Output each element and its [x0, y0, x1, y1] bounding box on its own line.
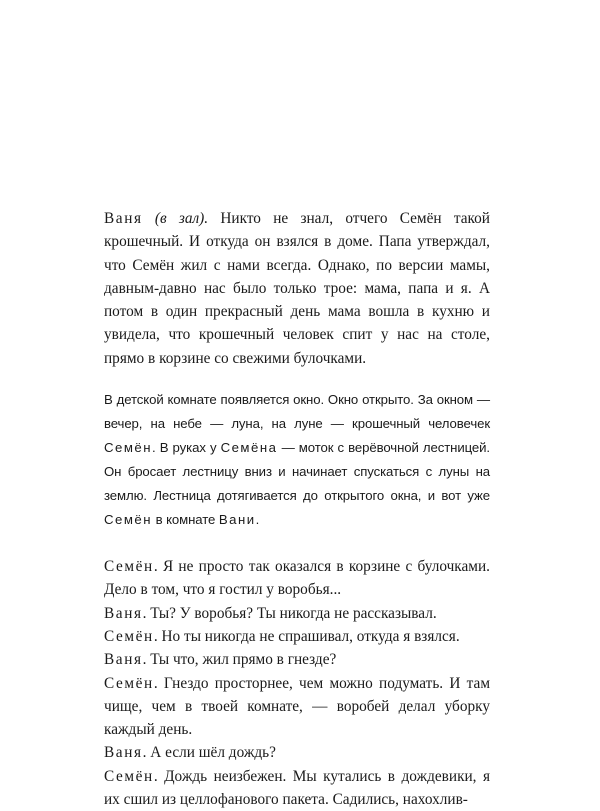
stage-direction [104, 388, 490, 532]
character-name: Семён [104, 440, 153, 456]
character-name: Семёна [220, 440, 278, 456]
speaker-name: Ваня [104, 651, 143, 669]
stage-text: . В руках у [152, 440, 217, 456]
speaker-name: Семён [104, 558, 154, 576]
character-name: Вани [218, 512, 256, 528]
stage-text: В детской комнате появляется окно. Окно открыто. За окном — вечер, на небе — луна, на луне — крошечный человечек [104, 392, 490, 432]
speaker-name: Ваня [104, 744, 143, 762]
replica-text: Ты? У воробья? Ты никогда не рассказывал. [150, 604, 437, 622]
replica: Семён. Но ты никогда не спрашивал, откуда я взялся. [104, 627, 460, 645]
stage-text: . [255, 512, 260, 528]
replica: Ваня. Ты что, жил прямо в гнезде? [104, 651, 337, 669]
speaker-name: Семён [104, 674, 154, 692]
speaker-name: Семён [104, 767, 154, 785]
replica: Семён. Гнездо просторнее, чем можно подумать. И там чище, чем в твоей комнате, — воробей делал уборку каждый день. [104, 674, 490, 739]
character-name: Семён [104, 512, 153, 528]
replica-text: Дождь неизбежен. Мы кутались в дождевики, я их сшил из целлофанового пакета. Садились, нахохлив- [104, 767, 490, 809]
replica: Семён. Я не просто так оказался в корзине с булочками. Дело в том, что я гостил у воробья... [104, 558, 490, 599]
replica-text: Я не просто так оказался в корзине с булочками. Дело в том, что я гостил у воробья... [104, 558, 490, 599]
replica: Ваня. Ты? У воробья? Ты никогда не рассказывал. [104, 604, 437, 622]
replica-text: Ты что, жил прямо в гнезде? [150, 651, 337, 669]
speaker-name: Ваня [104, 604, 143, 622]
dialogue [104, 555, 490, 811]
speaker-name: Семён [104, 627, 154, 645]
replica-text: А если шёл дождь? [150, 744, 276, 762]
opening-paragraph [104, 207, 490, 370]
speaker-name: Ваня [104, 210, 143, 227]
replica-text: Гнездо просторнее, чем можно подумать. И там чище, чем в твоей комнате, — воробей делал уборку каждый день. [104, 674, 490, 739]
stage-text: в комнате [155, 512, 216, 528]
replica-text: Но ты никогда не спрашивал, откуда я взялся. [161, 627, 460, 645]
stage-text: — моток с верёвочной лестницей. Он бросает лестницу вниз и начинает спускаться с луны на землю. Лестница дотягивается до открытого окна, и вот уже [104, 440, 490, 504]
replica: Семён. Дождь неизбежен. Мы кутались в дождевики, я их сшил из целлофанового пакета. Садились, нахохлив- [104, 767, 490, 809]
stage-remark: (в зал). [154, 210, 209, 227]
replica: Ваня. А если шёл дождь? [104, 744, 276, 762]
page-text [104, 207, 490, 811]
opening-text: Никто не знал, отчего Семён такой крошечный. И откуда он взялся в доме. Папа утверждал, что Семён жил с нами всегда. Однако, по версии мамы, давным-давно нас было только трое: мама, папа и я. А потом в один прекрасный день мама вошла в кухню и увидела, что крошечный человек спит у нас на столе, прямо в корзине со свежими булочками. [104, 210, 490, 367]
